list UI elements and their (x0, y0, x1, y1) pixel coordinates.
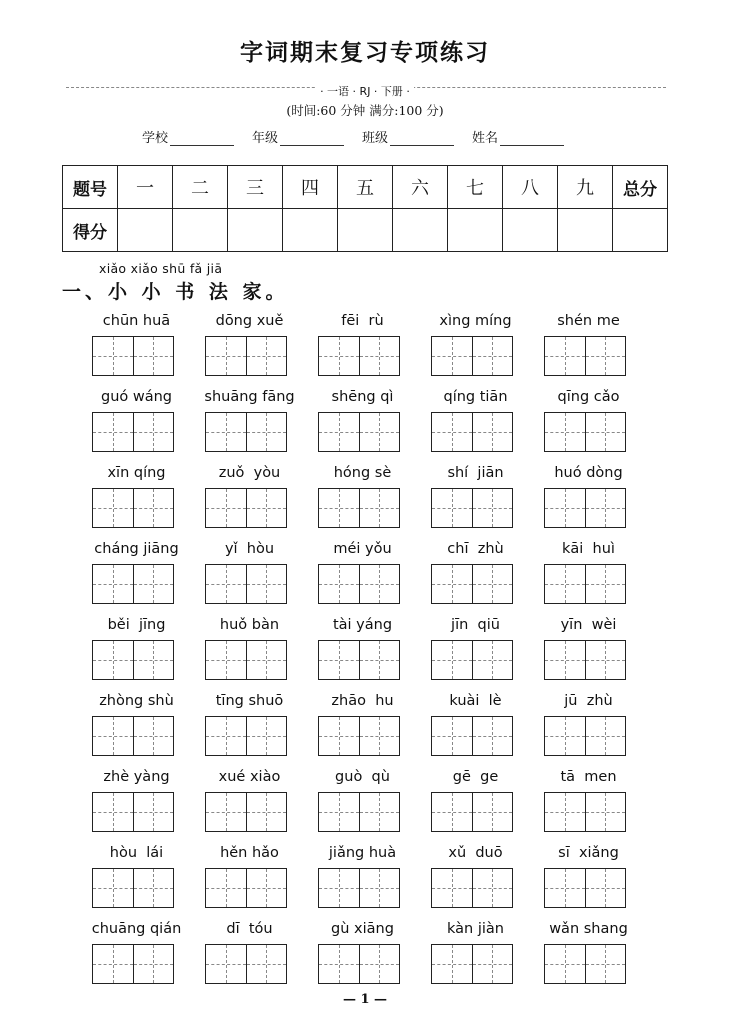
word-item (193, 465, 306, 541)
tian-grid-square[interactable] (93, 717, 133, 755)
tian-grid-square[interactable] (432, 565, 472, 603)
tian-grid-square[interactable] (432, 793, 472, 831)
writing-box[interactable] (431, 944, 513, 984)
tian-grid-square[interactable] (545, 489, 585, 527)
page-title: 字词期末复习专项练习 (240, 39, 490, 66)
name-blank[interactable] (500, 131, 564, 146)
tian-grid-square[interactable] (359, 869, 400, 907)
word-item (532, 541, 645, 617)
tian-grid-square[interactable] (319, 717, 359, 755)
word-item (532, 693, 645, 769)
tian-grid-square[interactable] (206, 793, 246, 831)
tian-grid-square[interactable] (585, 489, 626, 527)
writing-box[interactable] (318, 716, 400, 756)
pinyin-label: wǎn shang (549, 921, 628, 937)
writing-box[interactable] (318, 792, 400, 832)
school-field: 学校 (142, 127, 234, 146)
school-blank[interactable] (170, 131, 234, 146)
tian-grid-square[interactable] (246, 337, 287, 375)
tian-grid-square[interactable] (472, 337, 513, 375)
pinyin-label: shuāng fāng (204, 389, 295, 405)
score-header-cell: 八 (503, 166, 558, 209)
word-item (80, 617, 193, 693)
class-blank[interactable] (390, 131, 454, 146)
score-input-cell[interactable] (448, 209, 503, 252)
writing-box[interactable] (205, 640, 287, 680)
tian-grid-square[interactable] (545, 945, 585, 983)
word-row (80, 769, 660, 845)
pinyin-label: běi jīng (107, 617, 166, 633)
writing-box[interactable] (318, 868, 400, 908)
pinyin-label: yǐ hòu (224, 541, 275, 557)
pinyin-label: xué xiào (218, 769, 281, 785)
writing-box[interactable] (544, 564, 626, 604)
word-item (306, 389, 419, 465)
tian-grid-square[interactable] (319, 413, 359, 451)
writing-box[interactable] (544, 868, 626, 908)
tian-grid-square[interactable] (585, 869, 626, 907)
pinyin-label: fēi rù (341, 313, 384, 329)
word-item (80, 389, 193, 465)
word-item (419, 313, 532, 389)
word-item (306, 693, 419, 769)
tian-grid-square[interactable] (246, 641, 287, 679)
score-input-cell[interactable] (283, 209, 338, 252)
tian-grid-square[interactable] (472, 793, 513, 831)
writing-box[interactable] (544, 336, 626, 376)
word-item (306, 769, 419, 845)
tian-grid-square[interactable] (545, 337, 585, 375)
tian-grid-square[interactable] (93, 565, 133, 603)
tian-grid-square[interactable] (359, 793, 400, 831)
tian-grid-square[interactable] (93, 869, 133, 907)
tian-grid-square[interactable] (432, 869, 472, 907)
score-header-cell: 二 (173, 166, 228, 209)
tian-grid-square[interactable] (206, 337, 246, 375)
tian-grid-square[interactable] (472, 489, 513, 527)
student-info (142, 127, 642, 146)
tian-grid-square[interactable] (246, 869, 287, 907)
pinyin-label: yīn wèi (560, 617, 617, 633)
writing-box[interactable] (205, 336, 287, 376)
name-field: 姓名 (472, 127, 564, 146)
tian-grid-square[interactable] (93, 489, 133, 527)
tian-grid-square[interactable] (93, 945, 133, 983)
tian-grid-square[interactable] (545, 793, 585, 831)
writing-box[interactable] (205, 792, 287, 832)
writing-box[interactable] (431, 564, 513, 604)
tian-grid-square[interactable] (432, 413, 472, 451)
writing-box[interactable] (92, 640, 174, 680)
tian-grid-square[interactable] (472, 717, 513, 755)
tian-grid-square[interactable] (432, 489, 472, 527)
tian-grid-square[interactable] (472, 869, 513, 907)
writing-box[interactable] (431, 640, 513, 680)
grade-blank[interactable] (280, 131, 344, 146)
score-input-cell[interactable] (393, 209, 448, 252)
pinyin-label: xīn qíng (107, 465, 166, 481)
tian-grid-square[interactable] (472, 945, 513, 983)
writing-box[interactable] (431, 868, 513, 908)
score-input-cell[interactable] (338, 209, 393, 252)
tian-grid-square[interactable] (545, 869, 585, 907)
writing-box[interactable] (544, 792, 626, 832)
pinyin-label: huó dòng (554, 465, 623, 481)
score-table (62, 165, 668, 252)
section-pinyin: xiǎo xiǎo shū fǎ jiā (99, 261, 223, 276)
tian-grid-square[interactable] (432, 337, 472, 375)
pinyin-label: hòu lái (109, 845, 164, 861)
writing-box[interactable] (318, 412, 400, 452)
score-header-row (63, 166, 668, 209)
page-number: — 1 — (342, 992, 388, 1007)
pinyin-label: chuāng qián (91, 921, 182, 937)
tian-grid-square[interactable] (206, 489, 246, 527)
word-item (419, 617, 532, 693)
pinyin-label: huǒ bàn (219, 617, 280, 633)
tian-grid-square[interactable] (93, 413, 133, 451)
word-item (419, 389, 532, 465)
writing-box[interactable] (544, 640, 626, 680)
score-header-cell: 四 (283, 166, 338, 209)
writing-box[interactable] (318, 336, 400, 376)
tian-grid-square[interactable] (585, 793, 626, 831)
pinyin-label: sī xiǎng (558, 845, 619, 861)
writing-box[interactable] (544, 716, 626, 756)
pinyin-label: tīng shuō (215, 693, 284, 709)
pinyin-label: zhòng shù (99, 693, 174, 709)
word-item (306, 845, 419, 921)
pinyin-label: shí jiān (447, 465, 504, 481)
tian-grid-square[interactable] (432, 717, 472, 755)
writing-box[interactable] (431, 412, 513, 452)
word-item (193, 693, 306, 769)
tian-grid-square[interactable] (545, 717, 585, 755)
tian-grid-square[interactable] (246, 717, 287, 755)
writing-box[interactable] (544, 488, 626, 528)
tian-grid-square[interactable] (93, 641, 133, 679)
grade-field: 年级 (252, 127, 344, 146)
time-info: (时间:60 分钟 满分:100 分) (286, 103, 444, 118)
score-header-cell: 总分 (613, 166, 668, 209)
pinyin-label: jīn qiū (451, 617, 500, 633)
tian-grid-square[interactable] (472, 413, 513, 451)
pinyin-label: qīng cǎo (557, 389, 620, 405)
tian-grid-square[interactable] (206, 869, 246, 907)
writing-box[interactable] (92, 336, 174, 376)
word-item (532, 617, 645, 693)
word-item (306, 541, 419, 617)
tian-grid-square[interactable] (319, 869, 359, 907)
section-title: 一、小 小 书 法 家。 (62, 281, 289, 303)
tian-grid-square[interactable] (133, 413, 174, 451)
writing-box[interactable] (92, 564, 174, 604)
word-item (80, 921, 193, 997)
tian-grid-square[interactable] (545, 413, 585, 451)
word-item (193, 921, 306, 997)
tian-grid-square[interactable] (246, 489, 287, 527)
pinyin-label: kàn jiàn (447, 921, 504, 937)
tian-grid-square[interactable] (206, 641, 246, 679)
tian-grid-square[interactable] (319, 337, 359, 375)
tian-grid-square[interactable] (319, 489, 359, 527)
tian-grid-square[interactable] (319, 793, 359, 831)
tian-grid-square[interactable] (206, 717, 246, 755)
pinyin-label: tā men (560, 769, 617, 785)
tian-grid-square[interactable] (359, 717, 400, 755)
word-row (80, 845, 660, 921)
pinyin-label: tài yáng (332, 617, 393, 633)
writing-box[interactable] (431, 336, 513, 376)
word-item (419, 693, 532, 769)
word-item (306, 465, 419, 541)
pinyin-label: méi yǒu (333, 541, 392, 557)
pinyin-label: gē ge (452, 769, 499, 785)
writing-box[interactable] (544, 412, 626, 452)
score-input-cell[interactable] (228, 209, 283, 252)
pinyin-label: chī zhù (447, 541, 504, 557)
tian-grid-square[interactable] (319, 565, 359, 603)
tian-grid-square[interactable] (472, 641, 513, 679)
word-item (80, 693, 193, 769)
score-header-cell: 六 (393, 166, 448, 209)
tian-grid-square[interactable] (472, 565, 513, 603)
score-header-cell: 题号 (63, 166, 118, 209)
writing-box[interactable] (431, 488, 513, 528)
writing-box[interactable] (92, 412, 174, 452)
writing-box[interactable] (431, 792, 513, 832)
score-header-cell: 一 (118, 166, 173, 209)
tian-grid-square[interactable] (359, 945, 400, 983)
pinyin-label: shēng qì (331, 389, 394, 405)
writing-box[interactable] (205, 868, 287, 908)
word-item (532, 845, 645, 921)
tian-grid-square[interactable] (246, 945, 287, 983)
word-item (419, 465, 532, 541)
tian-grid-square[interactable] (133, 793, 174, 831)
tian-grid-square[interactable] (585, 337, 626, 375)
pinyin-label: chūn huā (102, 313, 171, 329)
pinyin-label: jū zhù (564, 693, 613, 709)
edition-subtitle: · 一语 · RJ · 下册 · (0, 80, 730, 99)
tian-grid-square[interactable] (133, 945, 174, 983)
tian-grid-square[interactable] (133, 337, 174, 375)
word-item (80, 313, 193, 389)
tian-grid-square[interactable] (359, 337, 400, 375)
score-header-cell: 七 (448, 166, 503, 209)
pinyin-label: jiǎng huà (328, 845, 397, 861)
tian-grid-square[interactable] (432, 641, 472, 679)
tian-grid-square[interactable] (585, 717, 626, 755)
writing-box[interactable] (318, 488, 400, 528)
writing-box[interactable] (92, 868, 174, 908)
tian-grid-square[interactable] (359, 641, 400, 679)
word-item (532, 389, 645, 465)
tian-grid-square[interactable] (133, 489, 174, 527)
word-row (80, 389, 660, 465)
tian-grid-square[interactable] (585, 413, 626, 451)
tian-grid-square[interactable] (585, 945, 626, 983)
pinyin-label: kāi huì (562, 541, 615, 557)
score-input-cell[interactable] (118, 209, 173, 252)
writing-box[interactable] (205, 564, 287, 604)
word-item (80, 845, 193, 921)
writing-box[interactable] (431, 716, 513, 756)
pinyin-label: cháng jiāng (94, 541, 179, 557)
tian-grid-square[interactable] (585, 565, 626, 603)
tian-grid-square[interactable] (93, 337, 133, 375)
word-item (532, 313, 645, 389)
pinyin-label: shén me (557, 313, 620, 329)
word-row (80, 921, 660, 997)
writing-box[interactable] (205, 944, 287, 984)
writing-box[interactable] (92, 792, 174, 832)
word-item (193, 845, 306, 921)
writing-box[interactable] (318, 944, 400, 984)
word-item (306, 921, 419, 997)
tian-grid-square[interactable] (359, 489, 400, 527)
word-item (306, 617, 419, 693)
writing-box[interactable] (205, 488, 287, 528)
tian-grid-square[interactable] (206, 413, 246, 451)
score-input-cell[interactable] (173, 209, 228, 252)
pinyin-label: xǔ duō (448, 845, 503, 861)
word-item (532, 465, 645, 541)
word-item (193, 617, 306, 693)
score-row (63, 209, 668, 252)
writing-box[interactable] (205, 412, 287, 452)
pinyin-label: guó wáng (100, 389, 172, 405)
score-row-label: 得分 (63, 209, 118, 252)
tian-grid-square[interactable] (319, 641, 359, 679)
tian-grid-square[interactable] (246, 413, 287, 451)
word-item (193, 541, 306, 617)
writing-box[interactable] (205, 716, 287, 756)
word-item (193, 769, 306, 845)
word-item (419, 541, 532, 617)
tian-grid-square[interactable] (93, 793, 133, 831)
word-item (80, 769, 193, 845)
pinyin-label: hěn hǎo (220, 845, 279, 861)
word-item (80, 541, 193, 617)
class-field: 班级 (362, 127, 454, 146)
pinyin-label: gù xiāng (331, 921, 394, 937)
word-item (419, 921, 532, 997)
score-input-cell[interactable] (613, 209, 668, 252)
tian-grid-square[interactable] (133, 869, 174, 907)
pinyin-label: zhè yàng (103, 769, 170, 785)
tian-grid-square[interactable] (359, 565, 400, 603)
writing-box[interactable] (92, 716, 174, 756)
pinyin-label: zhāo hu (331, 693, 394, 709)
word-row (80, 541, 660, 617)
word-row (80, 617, 660, 693)
pinyin-label: dōng xuě (215, 313, 284, 329)
word-item (532, 769, 645, 845)
pinyin-label: zuǒ yòu (218, 465, 281, 481)
writing-box[interactable] (544, 944, 626, 984)
word-item (193, 389, 306, 465)
writing-box[interactable] (318, 640, 400, 680)
score-header-cell: 九 (558, 166, 613, 209)
score-input-cell[interactable] (558, 209, 613, 252)
word-row (80, 465, 660, 541)
word-item (419, 769, 532, 845)
pinyin-label: kuài lè (449, 693, 502, 709)
word-item (80, 465, 193, 541)
tian-grid-square[interactable] (432, 945, 472, 983)
tian-grid-square[interactable] (545, 641, 585, 679)
tian-grid-square[interactable] (359, 413, 400, 451)
writing-box[interactable] (318, 564, 400, 604)
score-header-cell: 五 (338, 166, 393, 209)
tian-grid-square[interactable] (585, 641, 626, 679)
tian-grid-square[interactable] (133, 565, 174, 603)
writing-box[interactable] (92, 488, 174, 528)
word-item (532, 921, 645, 997)
tian-grid-square[interactable] (246, 793, 287, 831)
word-row (80, 313, 660, 389)
writing-box[interactable] (92, 944, 174, 984)
pinyin-label: guò qù (335, 769, 390, 785)
pinyin-label: xìng míng (439, 313, 512, 329)
writing-grid (80, 313, 660, 997)
tian-grid-square[interactable] (133, 641, 174, 679)
word-item (193, 313, 306, 389)
word-item (419, 845, 532, 921)
tian-grid-square[interactable] (319, 945, 359, 983)
pinyin-label: qíng tiān (443, 389, 508, 405)
word-item (306, 313, 419, 389)
score-header-cell: 三 (228, 166, 283, 209)
tian-grid-square[interactable] (246, 565, 287, 603)
tian-grid-square[interactable] (206, 945, 246, 983)
score-input-cell[interactable] (503, 209, 558, 252)
pinyin-label: dī tóu (226, 921, 273, 937)
word-row (80, 693, 660, 769)
tian-grid-square[interactable] (545, 565, 585, 603)
tian-grid-square[interactable] (133, 717, 174, 755)
pinyin-label: hóng sè (333, 465, 392, 481)
tian-grid-square[interactable] (206, 565, 246, 603)
